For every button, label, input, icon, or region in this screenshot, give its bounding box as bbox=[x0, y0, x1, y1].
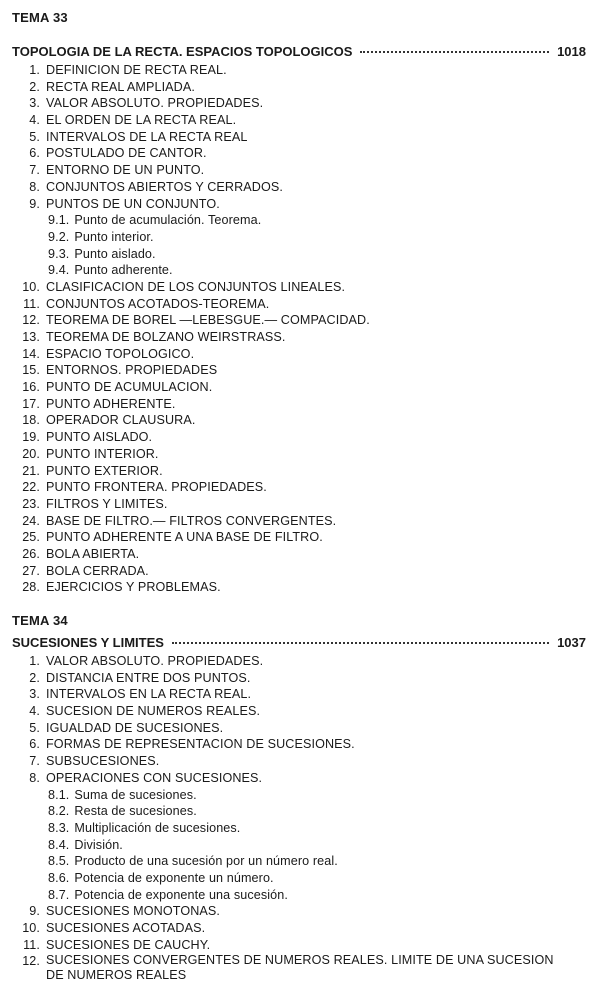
toc-entry bbox=[0, 162, 600, 179]
toc-entry bbox=[0, 379, 600, 396]
entry-text bbox=[46, 529, 323, 546]
entry-title: OPERADOR CLAUSURA. bbox=[46, 413, 196, 428]
tema-33-title: TOPOLOGIA DE LA RECTA. ESPACIOS TOPOLOGICOS bbox=[12, 44, 353, 59]
entry-title: EJERCICIOS Y PROBLEMAS. bbox=[46, 580, 221, 595]
entry-number: 20. bbox=[22, 446, 40, 461]
toc-entry bbox=[0, 79, 600, 96]
toc-entry bbox=[0, 362, 600, 379]
entry-title: EL ORDEN DE LA RECTA REAL. bbox=[46, 113, 237, 128]
toc-subentry bbox=[0, 262, 600, 279]
entry-number: 27. bbox=[22, 563, 40, 578]
entry-text bbox=[46, 953, 566, 983]
entry-title: Resta de sucesiones. bbox=[74, 804, 197, 819]
toc-entry bbox=[0, 513, 600, 530]
toc-subentry bbox=[0, 803, 600, 820]
entry-title: Potencia de exponente un número. bbox=[74, 870, 274, 885]
subentry-number: 8.7. bbox=[48, 887, 70, 902]
entry-text bbox=[46, 196, 220, 213]
entry-title: SUBSUCESIONES. bbox=[46, 754, 160, 769]
entry-number: 12. bbox=[22, 313, 40, 328]
entry-title: BOLA ABIERTA. bbox=[46, 546, 140, 561]
subentry-number: 8.1. bbox=[48, 787, 70, 802]
entry-number: 9. bbox=[29, 904, 40, 919]
toc-subentry bbox=[0, 820, 600, 837]
entry-title: POSTULADO DE CANTOR. bbox=[46, 146, 207, 161]
toc-entry bbox=[0, 112, 600, 129]
entry-text bbox=[46, 546, 139, 563]
entry-text bbox=[46, 496, 167, 513]
entry-title: INTERVALOS EN LA RECTA REAL. bbox=[46, 687, 252, 702]
entry-number: 10. bbox=[22, 921, 40, 935]
toc-entry bbox=[0, 686, 600, 703]
entry-title: Potencia de exponente una sucesión. bbox=[74, 887, 288, 902]
toc-entry bbox=[0, 720, 600, 737]
entry-number: 6. bbox=[29, 146, 40, 161]
toc-entry bbox=[0, 920, 600, 937]
entry-text bbox=[46, 686, 251, 703]
entry-number: 2. bbox=[29, 79, 40, 94]
entry-number: 4. bbox=[29, 113, 40, 128]
tema-33-page-number: 1018 bbox=[557, 44, 586, 59]
entry-text bbox=[46, 479, 267, 496]
entry-number: 7. bbox=[29, 163, 40, 178]
entry-text bbox=[46, 937, 210, 954]
entry-text bbox=[46, 312, 370, 329]
entry-title: Punto adherente. bbox=[74, 263, 173, 278]
tema-34-page-number: 1037 bbox=[557, 635, 586, 650]
toc-entry bbox=[0, 479, 600, 496]
toc-entry bbox=[0, 446, 600, 463]
subentry-number: 9.1. bbox=[48, 213, 70, 228]
entry-title: Punto aislado. bbox=[74, 246, 156, 261]
toc-entry bbox=[0, 753, 600, 770]
toc-subentry bbox=[0, 837, 600, 854]
entry-text bbox=[46, 346, 194, 363]
entry-text bbox=[46, 329, 286, 346]
entry-text bbox=[48, 246, 156, 263]
entry-text bbox=[46, 129, 247, 146]
entry-title: IGUALDAD DE SUCESIONES. bbox=[46, 720, 224, 735]
entry-number: 25. bbox=[22, 530, 40, 545]
entry-number: 19. bbox=[22, 430, 40, 445]
toc-entry bbox=[0, 312, 600, 329]
entry-number: 5. bbox=[29, 129, 40, 144]
entry-text bbox=[48, 229, 154, 246]
entry-title: SUCESION DE NUMEROS REALES. bbox=[46, 704, 261, 719]
entry-text bbox=[46, 653, 263, 670]
toc-entry bbox=[0, 579, 600, 596]
entry-number: 3. bbox=[29, 687, 40, 702]
entry-number: 22. bbox=[22, 480, 40, 495]
toc-entry bbox=[0, 563, 600, 580]
entry-text bbox=[46, 95, 263, 112]
entry-title: TEOREMA DE BOLZANO WEIRSTRASS. bbox=[46, 330, 286, 344]
toc-entry bbox=[0, 953, 600, 983]
entry-title: PUNTOS DE UN CONJUNTO. bbox=[46, 196, 220, 211]
entry-text bbox=[46, 145, 207, 162]
entry-title: Punto interior. bbox=[74, 229, 154, 244]
entry-text bbox=[46, 112, 236, 129]
tema-33-label: TEMA 33 bbox=[12, 10, 68, 25]
toc-entry bbox=[0, 346, 600, 363]
entry-text bbox=[48, 262, 173, 279]
toc-subentry bbox=[0, 246, 600, 263]
entry-number: 17. bbox=[22, 396, 40, 411]
toc-entry bbox=[0, 703, 600, 720]
toc-entry bbox=[0, 396, 600, 413]
subentry-number: 8.2. bbox=[48, 804, 70, 819]
entry-text bbox=[46, 429, 152, 446]
entry-number: 28. bbox=[22, 580, 40, 595]
entry-title: ENTORNO DE UN PUNTO. bbox=[46, 163, 205, 178]
entry-title: FORMAS DE REPRESENTACION DE SUCESIONES. bbox=[46, 737, 355, 752]
entry-text bbox=[46, 753, 159, 770]
entry-number: 11. bbox=[23, 296, 40, 311]
entry-text bbox=[46, 703, 260, 720]
toc-entry bbox=[0, 670, 600, 687]
entry-text bbox=[46, 463, 163, 480]
toc-subentry bbox=[0, 212, 600, 229]
entry-title: CONJUNTOS ACOTADOS-TEOREMA. bbox=[46, 296, 270, 311]
entry-title: BOLA CERRADA. bbox=[46, 563, 149, 578]
entry-title: PUNTO AISLADO. bbox=[46, 430, 153, 445]
toc-entry bbox=[0, 529, 600, 546]
toc-entry bbox=[0, 196, 600, 213]
entry-title: PUNTO EXTERIOR. bbox=[46, 463, 163, 478]
toc-entry bbox=[0, 129, 600, 146]
toc-entry bbox=[0, 496, 600, 513]
entry-title: SUCESIONES ACOTADAS. bbox=[46, 921, 206, 935]
entry-title: VALOR ABSOLUTO. PROPIEDADES. bbox=[46, 654, 264, 668]
entry-number: 13. bbox=[22, 330, 40, 344]
subentry-number: 8.3. bbox=[48, 820, 70, 835]
entry-text bbox=[46, 563, 149, 580]
entry-text bbox=[46, 179, 283, 196]
entry-number: 12. bbox=[22, 954, 40, 969]
entry-number: 1. bbox=[29, 654, 40, 668]
entry-number: 15. bbox=[22, 363, 40, 378]
entry-text bbox=[48, 803, 197, 820]
entry-text bbox=[46, 362, 217, 379]
entry-number: 14. bbox=[22, 346, 40, 361]
toc-entry bbox=[0, 903, 600, 920]
toc-entry bbox=[0, 429, 600, 446]
entry-number: 7. bbox=[29, 754, 40, 769]
tema-34-title: SUCESIONES Y LIMITES bbox=[12, 635, 164, 650]
entry-title: PUNTO ADHERENTE. bbox=[46, 396, 176, 411]
entry-title: SUCESIONES DE CAUCHY. bbox=[46, 937, 211, 952]
toc-entry bbox=[0, 653, 600, 670]
toc-subentry bbox=[0, 229, 600, 246]
subentry-number: 8.5. bbox=[48, 854, 70, 869]
entry-title: Producto de una sucesión por un número real. bbox=[74, 854, 338, 869]
entry-title: VALOR ABSOLUTO. PROPIEDADES. bbox=[46, 96, 264, 111]
dot-leader bbox=[172, 642, 549, 644]
entry-number: 9. bbox=[29, 196, 40, 211]
toc-subentry bbox=[0, 787, 600, 804]
subentry-number: 8.6. bbox=[48, 870, 70, 885]
entry-text bbox=[48, 870, 274, 887]
entry-text bbox=[48, 820, 240, 837]
toc-entry bbox=[0, 736, 600, 753]
entry-text bbox=[46, 770, 262, 787]
subentry-number: 8.4. bbox=[48, 837, 70, 852]
entry-text bbox=[48, 853, 338, 870]
toc-subentry bbox=[0, 853, 600, 870]
tema-34-label: TEMA 34 bbox=[12, 613, 68, 628]
entry-number: 26. bbox=[22, 546, 40, 561]
toc-entry bbox=[0, 279, 600, 296]
entry-title: DEFINICION DE RECTA REAL. bbox=[46, 63, 227, 77]
entry-title: TEOREMA DE BOREL —LEBESGUE.— COMPACIDAD. bbox=[46, 313, 370, 328]
entry-number: 10. bbox=[22, 279, 40, 294]
subentry-number: 9.3. bbox=[48, 246, 70, 261]
toc-entry bbox=[0, 296, 600, 313]
entry-text bbox=[48, 787, 197, 804]
tema-34-contents bbox=[0, 653, 600, 983]
entry-number: 4. bbox=[29, 704, 40, 719]
entry-text bbox=[48, 837, 123, 854]
toc-entry bbox=[0, 95, 600, 112]
entry-title: CONJUNTOS ABIERTOS Y CERRADOS. bbox=[46, 179, 283, 194]
entry-text bbox=[46, 79, 195, 96]
toc-entry bbox=[0, 179, 600, 196]
entry-number: 8. bbox=[29, 770, 40, 785]
subentry-number: 9.2. bbox=[48, 229, 70, 244]
entry-title: PUNTO FRONTERA. PROPIEDADES. bbox=[46, 480, 267, 495]
entry-title: DISTANCIA ENTRE DOS PUNTOS. bbox=[46, 670, 251, 685]
entry-title: Punto de acumulación. Teorema. bbox=[74, 213, 262, 228]
entry-text bbox=[46, 379, 212, 396]
entry-title: PUNTO INTERIOR. bbox=[46, 446, 159, 461]
entry-text bbox=[46, 412, 195, 429]
entry-title: División. bbox=[74, 837, 123, 852]
entry-text bbox=[46, 162, 204, 179]
entry-number: 8. bbox=[29, 179, 40, 194]
toc-subentry bbox=[0, 870, 600, 887]
entry-title: ENTORNOS. PROPIEDADES bbox=[46, 363, 218, 378]
entry-title: ESPACIO TOPOLOGICO. bbox=[46, 346, 195, 361]
toc-entry bbox=[0, 412, 600, 429]
entry-number: 11. bbox=[23, 937, 40, 952]
entry-text bbox=[48, 887, 288, 904]
entry-number: 1. bbox=[29, 63, 40, 77]
entry-text bbox=[46, 62, 227, 79]
entry-title: PUNTO ADHERENTE A UNA BASE DE FILTRO. bbox=[46, 530, 323, 545]
toc-entry bbox=[0, 329, 600, 346]
entry-text bbox=[46, 670, 250, 687]
entry-number: 16. bbox=[22, 380, 40, 395]
tema-33-header bbox=[12, 44, 586, 62]
entry-number: 2. bbox=[29, 670, 40, 685]
entry-title: RECTA REAL AMPLIADA. bbox=[46, 79, 195, 94]
tema-34-header bbox=[12, 635, 586, 653]
entry-title: CLASIFICACION DE LOS CONJUNTOS LINEALES. bbox=[46, 279, 346, 294]
entry-text bbox=[46, 279, 345, 296]
entry-text bbox=[46, 736, 355, 753]
entry-text bbox=[46, 396, 175, 413]
toc-entry bbox=[0, 463, 600, 480]
entry-number: 24. bbox=[22, 513, 40, 528]
entry-number: 21. bbox=[22, 463, 40, 478]
entry-number: 5. bbox=[29, 720, 40, 735]
entry-title: FILTROS Y LIMITES. bbox=[46, 496, 168, 511]
entry-title: SUCESIONES CONVERGENTES DE NUMEROS REALES. LIMITE DE UNA SUCESION DE NUMEROS REALES bbox=[46, 953, 554, 983]
entry-title: SUCESIONES MONOTONAS. bbox=[46, 904, 221, 919]
entry-text bbox=[46, 513, 336, 530]
entry-text bbox=[46, 720, 223, 737]
entry-title: Multiplicación de sucesiones. bbox=[74, 820, 241, 835]
entry-text bbox=[46, 296, 269, 313]
entry-text bbox=[46, 446, 159, 463]
entry-text bbox=[46, 579, 221, 596]
entry-title: PUNTO DE ACUMULACION. bbox=[46, 380, 213, 395]
toc-entry bbox=[0, 145, 600, 162]
entry-title: OPERACIONES CON SUCESIONES. bbox=[46, 770, 263, 785]
entry-number: 3. bbox=[29, 96, 40, 111]
entry-text bbox=[48, 212, 261, 229]
toc-entry bbox=[0, 62, 600, 79]
dot-leader bbox=[360, 51, 549, 53]
entry-number: 18. bbox=[22, 413, 40, 428]
entry-title: BASE DE FILTRO.— FILTROS CONVERGENTES. bbox=[46, 513, 337, 528]
entry-text bbox=[46, 920, 205, 937]
entry-text bbox=[46, 903, 220, 920]
tema-33-contents bbox=[0, 62, 600, 596]
entry-number: 23. bbox=[22, 496, 40, 511]
toc-entry bbox=[0, 770, 600, 787]
toc-entry bbox=[0, 937, 600, 954]
toc-subentry bbox=[0, 887, 600, 904]
entry-title: Suma de sucesiones. bbox=[74, 787, 197, 802]
entry-title: INTERVALOS DE LA RECTA REAL bbox=[46, 129, 248, 144]
subentry-number: 9.4. bbox=[48, 263, 70, 278]
toc-entry bbox=[0, 546, 600, 563]
entry-number: 6. bbox=[29, 737, 40, 752]
